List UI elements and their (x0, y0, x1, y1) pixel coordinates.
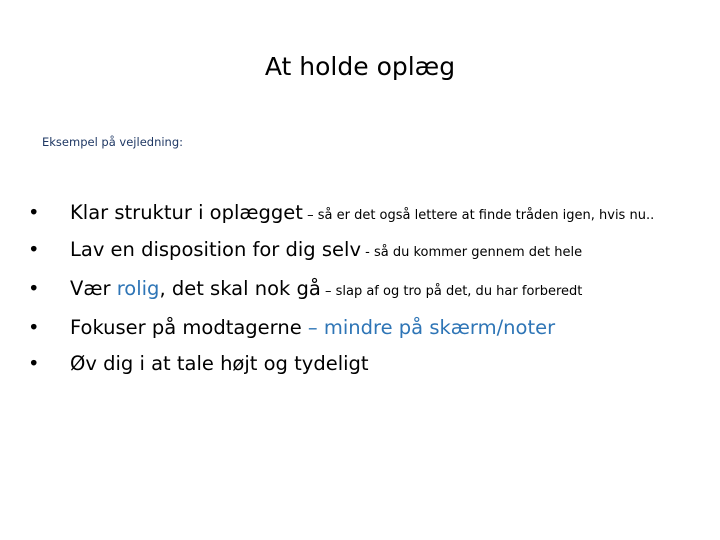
bullet-detail-text: - så du kommer gennem det hele (361, 245, 583, 260)
bullet-main-text: Fokuser på modtagerne (70, 316, 302, 339)
bullet-item-disposition (26, 237, 706, 266)
bullet-main-text-before: Vær (70, 277, 117, 300)
bullet-main-text: Øv dig i at tale højt og tydeligt (70, 352, 369, 375)
bullet-item-structure (26, 200, 706, 227)
bullet-main-text: Klar struktur i oplægget (70, 201, 303, 224)
slide-title: At holde oplæg (264, 52, 456, 81)
bullet-dot: • (28, 277, 40, 300)
bullet-main-text-after: , det skal nok gå (159, 277, 321, 300)
bullet-highlight-text: – mindre på skærm/noter (301, 316, 556, 339)
bullet-item-practice (26, 351, 706, 377)
bullet-dot: • (28, 238, 40, 261)
bullet-dot: • (28, 201, 40, 224)
bullet-item-focus (26, 315, 706, 341)
bullet-detail-text: – så er det også lettere at finde tråden igen, hvis nu.. (302, 208, 655, 223)
slide-subtitle: Eksempel på vejledning: (42, 135, 184, 149)
bullet-item-calm (26, 276, 706, 305)
bullet-dot: • (28, 352, 40, 375)
bullet-dot: • (28, 316, 40, 339)
bullet-highlight-text: rolig (116, 277, 160, 300)
bullet-main-text: Lav en disposition for dig selv (70, 238, 361, 261)
bullet-detail-text: – slap af og tro på det, du har forberedt (320, 284, 583, 299)
bullet-list (26, 200, 706, 377)
